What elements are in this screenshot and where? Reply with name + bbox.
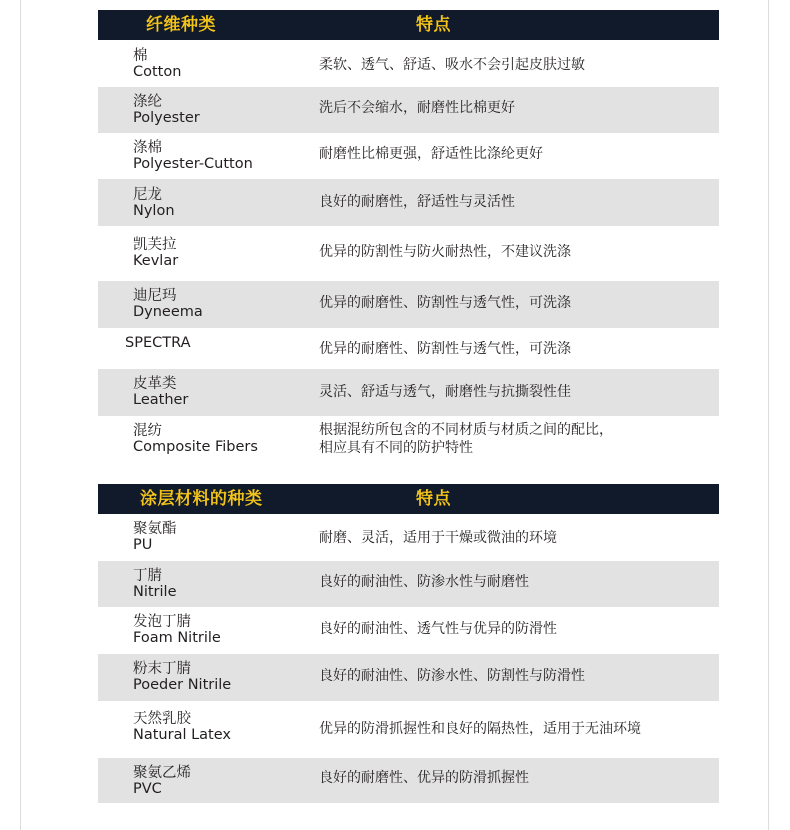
left-border-line — [20, 0, 21, 830]
fiber-material-name — [133, 288, 203, 320]
fiber-material-name — [133, 237, 178, 269]
fiber-feature-line: 优异的耐磨性、防割性与透气性，可洗涤 — [319, 341, 571, 357]
fiber-feature-description — [319, 145, 543, 163]
coating-feature-description — [319, 720, 641, 738]
fiber-type-column-header: 纤维种类 — [146, 15, 216, 35]
coating-name-english: Poeder Nitrile — [133, 677, 232, 693]
fiber-name-english: Kevlar — [133, 253, 179, 269]
coating-material-table — [98, 484, 719, 803]
fiber-name-english: Leather — [133, 392, 189, 408]
fiber-material-name — [133, 140, 253, 172]
fiber-name-english: Polyester-Cutton — [133, 156, 253, 172]
coating-type-column-header: 涂层材料的种类 — [140, 489, 263, 509]
coating-name-english: Nitrile — [133, 584, 177, 600]
fiber-table-body — [98, 40, 719, 463]
fiber-row — [98, 369, 719, 416]
fiber-name-chinese: 尼龙 — [133, 187, 162, 203]
coating-feature-description — [319, 620, 557, 638]
coating-feature-line: 良好的耐磨性、优异的防滑抓握性 — [319, 770, 529, 786]
coating-feature-line: 良好的耐油性、防渗水性、防割性与防滑性 — [319, 668, 585, 684]
fiber-name-english: Nylon — [133, 203, 175, 219]
coating-name-chinese: 聚氨乙烯 — [133, 765, 191, 781]
fiber-name-chinese: 皮革类 — [133, 376, 177, 392]
right-border-line — [768, 0, 769, 830]
coating-feature-column-header: 特点 — [416, 489, 451, 509]
fiber-name-english: SPECTRA — [125, 335, 191, 351]
coating-material-name — [133, 661, 231, 693]
fiber-row — [98, 328, 719, 369]
coating-row — [98, 561, 719, 607]
fiber-feature-line: 优异的耐磨性、防割性与透气性，可洗涤 — [319, 295, 571, 311]
fiber-name-chinese: 涤纶 — [133, 94, 162, 110]
fiber-feature-description — [319, 99, 515, 117]
fiber-feature-column-header: 特点 — [416, 15, 451, 35]
coating-feature-description — [319, 769, 529, 787]
coating-feature-description — [319, 573, 529, 591]
fiber-name-chinese: 混纺 — [133, 423, 162, 439]
fiber-feature-line: 优异的防割性与防火耐热性，不建议洗涤 — [319, 244, 571, 260]
fiber-type-table — [98, 10, 719, 463]
coating-row — [98, 701, 719, 758]
fiber-name-chinese: 迪尼玛 — [133, 288, 177, 304]
fiber-feature-line: 柔软、透气、舒适、吸水不会引起皮肤过敏 — [319, 57, 585, 73]
coating-name-chinese: 发泡丁腈 — [133, 614, 191, 630]
fiber-feature-line: 耐磨性比棉更强，舒适性比涤纶更好 — [319, 146, 543, 162]
fiber-feature-description — [319, 243, 571, 261]
coating-name-chinese: 聚氨酯 — [133, 521, 177, 537]
coating-row — [98, 654, 719, 701]
fiber-feature-line: 灵活、舒适与透气，耐磨性与抗撕裂性佳 — [319, 384, 571, 400]
coating-row — [98, 758, 719, 803]
coating-feature-line: 耐磨、灵活，适用于干燥或微油的环境 — [319, 530, 557, 546]
coating-feature-description — [319, 667, 585, 685]
coating-material-name — [133, 521, 177, 553]
fiber-material-name — [133, 376, 188, 408]
coating-material-name — [133, 711, 231, 743]
coating-material-name — [133, 765, 191, 797]
fiber-table-header — [98, 10, 719, 40]
fiber-name-chinese: 凯芙拉 — [133, 237, 177, 253]
fiber-feature-description — [319, 421, 613, 457]
fiber-row — [98, 133, 719, 179]
fiber-name-chinese: 棉 — [133, 48, 148, 64]
coating-row — [98, 607, 719, 654]
fiber-row — [98, 40, 719, 87]
coating-name-chinese: 丁腈 — [133, 568, 162, 584]
fiber-material-name — [133, 48, 181, 80]
coating-name-english: Natural Latex — [133, 727, 231, 743]
fiber-feature-line: 根据混纺所包含的不同材质与材质之间的配比， — [319, 422, 613, 438]
coating-feature-line: 优异的防滑抓握性和良好的隔热性，适用于无油环境 — [319, 721, 641, 737]
coating-table-header — [98, 484, 719, 514]
fiber-row — [98, 416, 719, 463]
fiber-row — [98, 87, 719, 133]
fiber-name-chinese: 涤棉 — [133, 140, 162, 156]
coating-name-english: PVC — [133, 781, 162, 797]
fiber-name-english: Dyneema — [133, 304, 203, 320]
fiber-feature-description — [319, 193, 515, 211]
coating-table-body — [98, 514, 719, 803]
fiber-material-name — [133, 94, 200, 126]
fiber-feature-line: 相应具有不同的防护特性 — [319, 440, 473, 456]
fiber-name-english: Cotton — [133, 64, 182, 80]
fiber-name-english: Polyester — [133, 110, 200, 126]
coating-material-name — [133, 568, 177, 600]
fiber-row — [98, 226, 719, 281]
coating-material-name — [133, 614, 221, 646]
fiber-row — [98, 281, 719, 328]
coating-name-chinese: 粉末丁腈 — [133, 661, 191, 677]
coating-name-chinese: 天然乳胶 — [133, 711, 191, 727]
fiber-material-name — [133, 187, 175, 219]
coating-name-english: PU — [133, 537, 153, 553]
fiber-feature-line: 洗后不会缩水，耐磨性比棉更好 — [319, 100, 515, 116]
coating-feature-line: 良好的耐油性、防渗水性与耐磨性 — [319, 574, 529, 590]
fiber-feature-description — [319, 340, 571, 358]
fiber-name-english: Composite Fibers — [133, 439, 258, 455]
fiber-feature-line: 良好的耐磨性，舒适性与灵活性 — [319, 194, 515, 210]
fiber-row — [98, 179, 719, 226]
fiber-material-name — [133, 423, 258, 455]
fiber-feature-description — [319, 294, 571, 312]
coating-feature-description — [319, 529, 557, 547]
fiber-feature-description — [319, 383, 571, 401]
fiber-material-name — [125, 335, 191, 351]
coating-name-english: Foam Nitrile — [133, 630, 221, 646]
coating-feature-line: 良好的耐油性、透气性与优异的防滑性 — [319, 621, 557, 637]
fiber-feature-description — [319, 56, 585, 74]
coating-row — [98, 514, 719, 561]
